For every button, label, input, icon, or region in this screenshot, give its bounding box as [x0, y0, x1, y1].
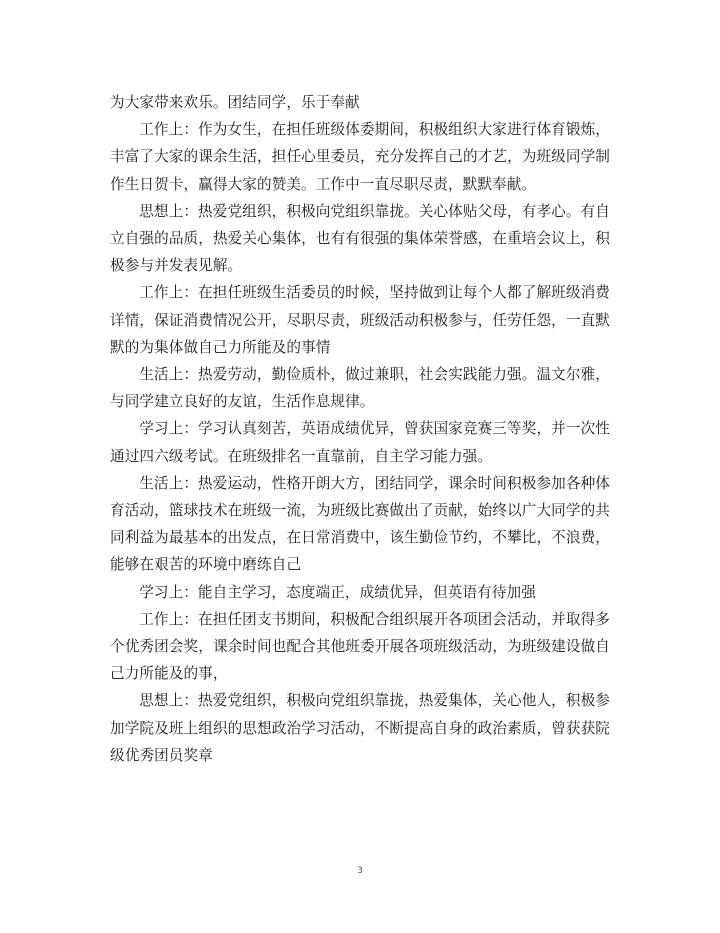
paragraph-5: 生活上：热爱劳动，勤俭质朴，做过兼职，社会实践能力强。温文尔雅，与同学建立良好的友谊，生活作息规律。 [110, 366, 610, 411]
paragraph-4: 工作上：在担任班级生活委员的时候，坚持做到让每个人都了解班级消费详情，保证消费情况公开，尽职尽责，班级活动积极参与，任劳任怨，一直默默的为集体做自己力所能及的事情 [110, 284, 610, 356]
paragraph-6: 学习上：学习认真刻苦，英语成绩优异，曾获国家竞赛三等奖，并一次性通过四六级考试。在班级排名一直靠前，自主学习能力强。 [110, 420, 610, 465]
paragraph-1: 为大家带来欢乐。团结同学，乐于奉献 [110, 94, 360, 111]
paragraph-3: 思想上：热爱党组织，积极向党组织靠拢。关心体贴父母，有孝心。有自立自强的品质，热爱关心集体，也有有很强的集体荣誉感，在重培会议上，积极参与并发表见解。 [110, 202, 610, 275]
paragraph-9: 工作上：在担任团支书期间，积极配合组织展开各项团会活动，并取得多个优秀团会奖，课余时间也配合其他班委开展各项班级活动，为班级建设做自己力所能及的事， [110, 610, 610, 683]
paragraph-7: 生活上：热爱运动，性格开朗大方，团结同学，课余时间积极参加各种体育活动，篮球技术在班级一流，为班级比赛做出了贡献，始终以广大同学的共同利益为最基本的出发点，在日常消费中，该生勤俭节约，不攀比，不浪费，能够在艰苦的环境中磨练自己 [110, 474, 610, 574]
paragraph-8: 学习上：能自主学习，态度端正，成绩优异，但英语有待加强 [139, 583, 536, 601]
page-number: 3 [357, 866, 363, 876]
paragraph-2: 工作上：作为女生，在担任班级体委期间，积极组织大家进行体育锻炼，丰富了大家的课余生活，担任心里委员，充分发挥自己的才艺，为班级同学制作生日贺卡，赢得大家的赞美。工作中一直尽职尽责，默默奉献。 [110, 121, 610, 193]
paragraph-10: 思想上：热爱党组织，积极向党组织靠拢，热爱集体，关心他人，积极参加学院及班上组织的思想政治学习活动，不断提高自身的政治素质，曾获获院级优秀团员奖章 [110, 692, 610, 764]
document-body [110, 89, 610, 769]
